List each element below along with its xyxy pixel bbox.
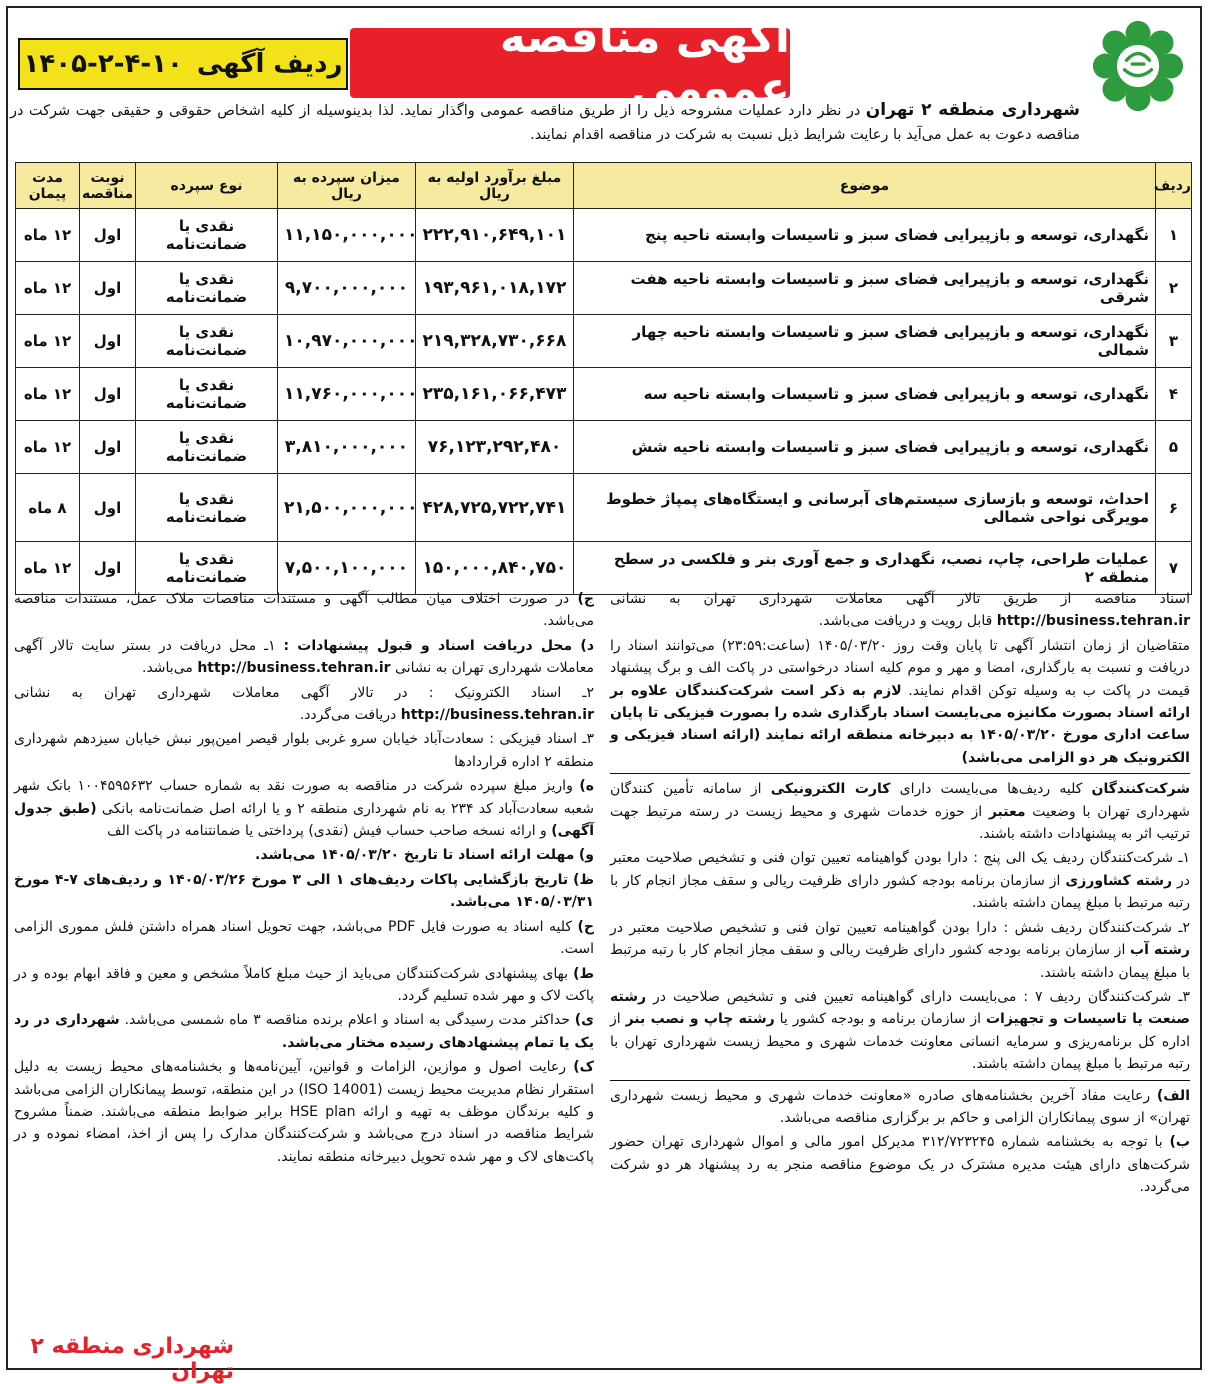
cell-subject: نگهداری، توسعه و بازپیرایی فضای سبز و تاسیسات وابسته ناحیه سه [574,368,1156,421]
eligibility-paragraph [610,778,1190,845]
cell-deposit-type: نقدی یا ضمانت‌نامه [136,474,278,542]
clause-label: ط) [573,965,595,982]
text: رعایت مفاد آخرین بخشنامه‌های صادره «معاونت خدمات شهری و محیط زیست شهرداری تهران» از سوی پیمانکاران الزامی و حاکم بر برگزاری مناقصه می‌باشد. [610,1087,1190,1126]
cell-turn: اول [80,542,136,595]
cell-duration: ۱۲ ماه [16,421,80,474]
text: واریز مبلغ سپرده شرکت در مناقصه به صورت نقد به شماره حساب ۱۰۰۴۵۹۵۶۳۲ بانک شهر شعبه سعادت‌آباد کد ۲۳۴ به نام شهرداری منطقه ۲ و یا ارائه اصل ضمانت‌نامه بانکی [14,778,594,817]
cell-estimate: ۲۲۲,۹۱۰,۶۴۹,۱۰۱ [416,209,574,262]
row-number: ۱۴۰۵-۲-۴-۱۰ [23,49,183,79]
text: بهای پیشنهادی شرکت‌کنندگان می‌باید از حیث مبلغ کاملاً مشخص و معین و فاقد ابهام بوده و در پاکت لاک و مهر شده تسلیم گردد. [14,965,594,1004]
clause-label: الف) [1156,1087,1190,1104]
text: (طبق جدول آگهی) [14,800,594,840]
row-label: ردیف آگهی [196,49,343,79]
cell-row: ۳ [1156,315,1192,368]
text: از سازمان برنامه بودجه کشور دارای ظرفیت ریالی و سقف مجاز انجام کار با رتبه مرتبط با مبلغ پیمان داشته باشند. [610,872,1190,912]
cell-deposit: ۷,۵۰۰,۱۰۰,۰۰۰ [278,542,416,595]
cell-subject: نگهداری، توسعه و بازپیرایی فضای سبز و تاسیسات وابسته ناحیه چهار شمالی [574,315,1156,368]
cell-estimate: ۱۵۰,۰۰۰,۸۴۰,۷۵۰ [416,542,574,595]
header-row-number: ردیف [1156,163,1192,209]
clause-dal-2 [14,682,594,727]
business-portal-link[interactable]: http://business.tehran.ir [197,660,391,677]
text: شرکت‌کنندگان [1091,781,1190,798]
cell-turn: اول [80,209,136,262]
cell-duration: ۸ ماه [16,474,80,542]
intro-text: در نظر دارد عملیات مشروحه ذیل را از طریق مناقصه عمومی واگذار نماید. لذا بدینوسیله از کلیه اشخاص حقوقی و حقیقی جهت شرکت در مناقصه دعوت به عمل می‌آید با رعایت شرایط ذیل نسبت به شرکت در مناقصه اقدام نمایند. [10,103,1080,143]
signature: شهرداری منطقه ۲ تهران [30,1334,234,1384]
table-row [16,315,1192,368]
header-turn: نوبت مناقصه [80,163,136,209]
text: کلیه ردیف‌ها می‌بایست دارای [899,781,1083,798]
cell-estimate: ۱۹۳,۹۶۱,۰۱۸,۱۷۲ [416,262,574,315]
text: در صورت اختلاف میان مطالب آگهی و مستندات مناقصات ملاک عمل، مستندات مناقصه می‌باشد. [14,591,594,630]
text: قابل رویت و دریافت می‌باشد. [818,613,993,630]
cell-subject: نگهداری، توسعه و بازپیرایی فضای سبز و تاسیسات وابسته ناحیه شش [574,421,1156,474]
cell-deposit-type: نقدی یا ضمانت‌نامه [136,368,278,421]
tender-notice [6,6,1202,1384]
table-row [16,421,1192,474]
cell-row: ۱ [1156,209,1192,262]
clause-label: ک) [573,1059,594,1076]
cell-subject: نگهداری، توسعه و بازپیرایی فضای سبز و تاسیسات وابسته ناحیه هفت شرقی [574,262,1156,315]
cell-deposit: ۱۱,۷۶۰,۰۰۰,۰۰۰ [278,368,416,421]
text: ۲ـ شرکت‌کنندگان ردیف شش : دارا بودن گواهینامه تعیین توان فنی و تشخیص صلاحیت معتبر در [610,919,1190,936]
text: دریافت می‌گردد. [299,707,397,724]
cell-estimate: ۲۱۹,۳۲۸,۷۳۰,۶۶۸ [416,315,574,368]
business-portal-link[interactable]: http://business.tehran.ir [400,707,594,724]
divider [610,773,1190,774]
notice-title: آگهی مناقصه عمومی [499,12,790,114]
clause-label: د) محل دریافت اسناد و قبول پیشنهادات : [283,637,595,654]
clause-label: ب) [1169,1134,1190,1151]
clause-alef [610,1085,1190,1130]
clause-za [14,869,594,914]
cell-deposit-type: نقدی یا ضمانت‌نامه [136,262,278,315]
cell-subject: عملیات طراحی، چاپ، نصب، نگهداری و جمع آوری بنر و فلکسی در سطح منطقه ۲ [574,542,1156,595]
cell-deposit: ۹,۷۰۰,۰۰۰,۰۰۰ [278,262,416,315]
text: شهرداری در رد یک یا تمام پیشنهادهای رسیده مختار می‌باشد. [14,1012,594,1051]
cell-subject: احداث، توسعه و بازسازی سیستم‌های آبرسانی و ایستگاه‌های پمپاژ خطوط مویرگی نواحی شمالی [574,474,1156,542]
divider [610,1080,1190,1081]
text: مهلت ارائه اسناد تا تاریخ ۱۴۰۵/۰۳/۲۰ می‌باشد. [255,847,575,864]
cell-deposit: ۱۱,۱۵۰,۰۰۰,۰۰۰ [278,209,416,262]
deadline-paragraph [610,635,1190,769]
cell-duration: ۱۲ ماه [16,368,80,421]
cell-duration: ۱۲ ماه [16,315,80,368]
condition-3 [610,986,1190,1076]
cell-duration: ۱۲ ماه [16,209,80,262]
header-estimate: مبلغ برآورد اولیه به ریال [416,163,574,209]
cell-estimate: ۷۶,۱۲۳,۲۹۲,۴۸۰ [416,421,574,474]
text: رشته چاپ و نصب بنر [625,1011,775,1028]
clause-label: ه) [579,778,594,795]
header-deposit-type: نوع سپرده [136,163,278,209]
issuer-name: شهرداری منطقه ۲ تهران [865,100,1081,120]
text: و ارائه نسخه صاحب حساب فیش (نقدی) پرداختی یا ضمانتنامه در پاکت الف [107,823,547,840]
condition-2 [610,917,1190,984]
text: ۲ـ اسناد الکترونیک : در تالار آگهی معاملات شهرداری تهران به نشانی [14,684,594,701]
cell-row: ۷ [1156,542,1192,595]
text: با توجه به بخشنامه شماره ۳۱۲/۷۲۳۲۴۵ مدیرکل امور مالی و اموال شهرداری تهران حضور شرکت‌های دارای هیئت مدیره مشترک در یک موضوع مناقصه منجر به رد پیشنهاد هر دو شرکت می‌گردد. [610,1134,1190,1196]
text: ۳ـ اسناد فیزیکی : سعادت‌آباد خیابان سرو غربی بلوار قیصر امین‌پور نبش خیابان سیزدهم شهرداری منطقه ۲ اداره قراردادها [14,731,594,770]
cell-row: ۲ [1156,262,1192,315]
text: از سازمان برنامه و بودجه کشور یا [779,1011,982,1028]
text: کارت الکترونیکی [770,781,891,798]
notice-row-banner [18,38,348,90]
cell-deposit-type: نقدی یا ضمانت‌نامه [136,421,278,474]
text: اسناد مناقصه از طریق تالار آگهی معاملات شهرداری تهران به نشانی [610,591,1190,607]
text: می‌باشد. [142,660,193,677]
conditions-right-column [610,588,1190,1201]
text: رعایت اصول و موازین، الزامات و قوانین، آیین‌نامه‌ها و بخشنامه‌های محیط زیست به دلیل استقرار نظام مدیریت محیط زیست (ISO 14001) در این منطقه، توسط پیمانکاران الزامی می‌باشد و کلیه برندگان موظف به تهیه و ارائه HSE plan برابر ضوابط منطقه می‌باشند. ضمناً مشروح شرایط مناقصه در اسناد درج می‌باشد و شرکت‌کنندگان مدارک را پس از اخذ، امضاء نموده و در پاکت‌های لاک و مهر شده تحویل دبیرخانه منطقه نمایند. [14,1059,595,1165]
text: از سامانه تأمین کنندگان شهرداری تهران با وضعیت [610,781,1191,820]
table-row [16,368,1192,421]
documents-paragraph [610,588,1190,633]
clause-be [610,1131,1190,1198]
clause-vav [14,844,594,866]
table-row [16,542,1192,595]
text: ۱ـ محل دریافت در بستر سایت تالار آگهی معاملات شهرداری تهران به نشانی [14,637,594,677]
clause-label: ظ) [573,871,595,888]
clause-label: ی) [574,1012,595,1029]
conditions-left-column [14,588,594,1170]
cell-deposit-type: نقدی یا ضمانت‌نامه [136,542,278,595]
cell-subject: نگهداری، توسعه و بازپیرایی فضای سبز و تاسیسات وابسته ناحیه پنج [574,209,1156,262]
cell-duration: ۱۲ ماه [16,542,80,595]
cell-row: ۶ [1156,474,1192,542]
text: حداکثر مدت رسیدگی به اسناد و اعلام برنده مناقصه ۳ ماه شمسی می‌باشد. [124,1012,570,1029]
cell-deposit: ۲۱,۵۰۰,۰۰۰,۰۰۰ [278,474,416,542]
tender-table [15,162,1192,595]
cell-deposit-type: نقدی یا ضمانت‌نامه [136,209,278,262]
clause-ye [14,1009,594,1054]
text: از سازمان برنامه بودجه کشور دارای ظرفیت ریالی و سقف مجاز انجام کار با رتبه مرتبط با مبلغ پیمان داشته باشند. [610,942,1190,981]
text: تاریخ بازگشایی پاکات ردیف‌های ۱ الی ۳ مورخ ۱۴۰۵/۰۳/۲۶ و ردیف‌های ۷-۴ مورخ ۱۴۰۵/۰۳/۳۱ می‌باشد. [14,871,594,911]
clause-ha [14,916,594,961]
table-row [16,474,1192,542]
clause-je [14,588,594,633]
cell-turn: اول [80,421,136,474]
cell-duration: ۱۲ ماه [16,262,80,315]
title-banner [350,12,790,114]
cell-deposit: ۱۰,۹۷۰,۰۰۰,۰۰۰ [278,315,416,368]
clause-label: و) [578,847,594,864]
clause-label: ج) [577,591,594,607]
cell-turn: اول [80,315,136,368]
text: از اداره کل برنامه‌ریزی و سرمایه انسانی معاونت خدمات شهری و محیط زیست شهرداری تهران با رتبه مرتبط با مبلغ پیمان داشته باشند. [610,1011,1190,1073]
cell-turn: اول [80,368,136,421]
text: رشته کشاورزی [1065,872,1173,889]
text: رشته صنعت یا تاسیسات و تجهیزات [610,988,1191,1028]
cell-turn: اول [80,474,136,542]
header-subject: موضوع [574,163,1156,209]
clause-dal [14,635,594,680]
clause-label: ح) [577,918,595,935]
cell-turn: اول [80,262,136,315]
text: معتبر [988,803,1026,820]
physical-docs-note: لازم به ذکر است شرکت‌کنندگان علاوه بر ارائه اسناد بصورت مکانیزه می‌بایست اسناد بارگذاری شده را بصورت فیزیکی تا پایان ساعت اداری مورخ ۱۴۰۵/۰۳/۲۰ به دبیرخانه منطقه ارائه نمایند (ارائه اسناد فیزیکی و الکترونیک هر دو الزامی می‌باشد) [610,682,1190,766]
text: متقاضیان از زمان انتشار آگهی تا پایان وقت روز ۱۴۰۵/۰۳/۲۰ (ساعت:۲۳:۵۹) می‌توانند اسناد را دریافت و نسبت به بارگذاری، امضا و مهر و موم کلیه اسناد درخواستی در پاکت الف و برگ پیشنهاد قیمت در پاکت ب به وسیله توکن اقدام نمایند. [610,637,1191,699]
intro-paragraph [10,98,1080,147]
cell-deposit: ۳,۸۱۰,۰۰۰,۰۰۰ [278,421,416,474]
table-row [16,262,1192,315]
cell-deposit-type: نقدی یا ضمانت‌نامه [136,315,278,368]
table-header-row [16,163,1192,209]
cell-estimate: ۲۳۵,۱۶۱,۰۶۶,۴۷۳ [416,368,574,421]
text: رشته آب [1130,942,1190,959]
text: کلیه اسناد به صورت فایل PDF می‌باشد، جهت تحویل اسناد همراه داشتن فلش مموری الزامی است. [14,918,594,958]
cell-row: ۴ [1156,368,1192,421]
clause-kaf [14,1056,594,1168]
text: ۳ـ شرکت‌کنندگان ردیف ۷ : می‌بایست دارای گواهینامه تعیین فنی و تشخیص صلاحیت در [653,988,1190,1005]
tehran-municipality-logo-icon [1090,18,1186,114]
clause-dal-3 [14,728,594,773]
header-deposit: میزان سپرده به ریال [278,163,416,209]
cell-estimate: ۴۲۸,۷۲۵,۷۲۲,۷۴۱ [416,474,574,542]
text: از حوزه خدمات شهری و محیط زیست در رسته مرتبط جهت ترتیب اثر به پیشنهادات داشته باشند. [610,803,1190,843]
header-duration: مدت پیمان [16,163,80,209]
clause-he [14,775,594,842]
clause-ta [14,963,594,1008]
condition-1 [610,847,1190,914]
business-portal-link[interactable]: http://business.tehran.ir [996,613,1190,630]
cell-row: ۵ [1156,421,1192,474]
text: ۱ـ شرکت‌کنندگان ردیف یک الی پنج : دارا بودن گواهینامه تعیین توان فنی و تشخیص صلاحیت معتبر در [610,850,1191,889]
table-row [16,209,1192,262]
